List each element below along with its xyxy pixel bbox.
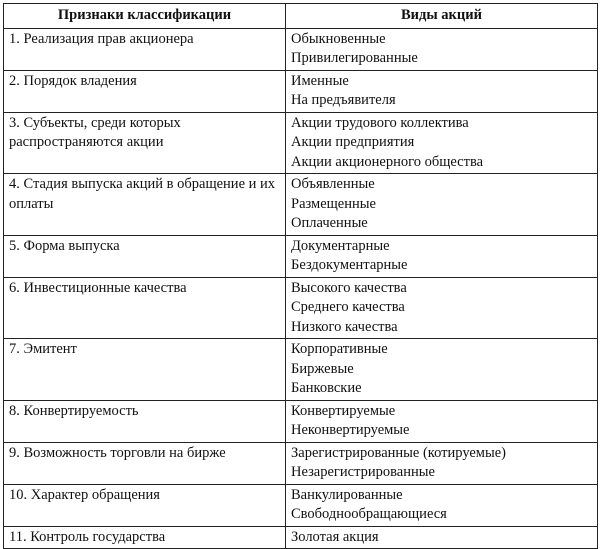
- criterion-text: 4. Стадия выпуска акций в обращение и их оплаты: [9, 176, 276, 212]
- share-type: Бездокументарные: [291, 257, 408, 273]
- types-cell: [286, 400, 598, 442]
- table-row: [4, 526, 598, 549]
- types-cell: [286, 339, 598, 401]
- types-cell: [286, 174, 598, 236]
- share-type: Именные: [291, 72, 349, 89]
- types-cell: [286, 442, 598, 484]
- criterion-cell: [4, 339, 286, 401]
- criterion-text: 9. Возможность торговли на бирже: [9, 444, 226, 461]
- criterion-text: 1. Реализация прав акционера: [9, 30, 194, 47]
- criterion-text: 11. Контроль государства: [9, 528, 166, 545]
- criterion-cell: [4, 442, 286, 484]
- header-criteria: Признаки классификации: [4, 4, 286, 29]
- criterion-text: 5. Форма выпуска: [9, 237, 120, 254]
- criterion-cell: [4, 277, 286, 339]
- share-type: Обыкновенные: [291, 30, 386, 47]
- table-row: [4, 277, 598, 339]
- types-cell: [286, 484, 598, 526]
- criterion-text: 2. Порядок владения: [9, 72, 137, 89]
- share-type: Неконвертируемые: [291, 422, 410, 438]
- classification-table: [3, 3, 598, 549]
- share-type: Высокого качества: [291, 279, 407, 296]
- table-row: [4, 484, 598, 526]
- criterion-text: 3. Субъекты, среди которых распространяются акции: [9, 114, 181, 150]
- criterion-text: 10. Характер обращения: [9, 486, 160, 503]
- table-row: [4, 442, 598, 484]
- table-row: [4, 174, 598, 236]
- types-cell: [286, 277, 598, 339]
- share-type: Золотая акция: [291, 528, 379, 545]
- header-row: [4, 4, 598, 29]
- table-row: [4, 70, 598, 112]
- types-cell: [286, 235, 598, 277]
- share-type: Объявленные: [291, 176, 375, 192]
- header-types: Виды акций: [286, 4, 598, 29]
- share-type: Банковские: [291, 380, 362, 396]
- types-cell: [286, 112, 598, 174]
- share-type: Среднего качества: [291, 299, 405, 315]
- table-row: [4, 235, 598, 277]
- table-row: [4, 400, 598, 442]
- table-row: [4, 112, 598, 174]
- criterion-text: 7. Эмитент: [9, 341, 77, 357]
- share-type: Акции трудового коллектива: [291, 114, 469, 131]
- criterion-text: 6. Инвестиционные качества: [9, 279, 187, 296]
- share-type: Привилегированные: [291, 50, 418, 66]
- share-type: Акции предприятия: [291, 134, 415, 150]
- share-type: Акции акционерного общества: [291, 153, 484, 170]
- criterion-text: 8. Конвертируемость: [9, 402, 139, 419]
- types-cell: [286, 70, 598, 112]
- share-type: Размещенные: [291, 195, 376, 212]
- share-type: Ванкулированные: [291, 486, 403, 503]
- criterion-cell: [4, 484, 286, 526]
- share-type: Оплаченные: [291, 215, 368, 231]
- types-cell: [286, 28, 598, 70]
- criterion-cell: [4, 174, 286, 236]
- share-type: Документарные: [291, 237, 390, 254]
- criterion-cell: [4, 400, 286, 442]
- criterion-cell: [4, 235, 286, 277]
- share-type: Свободнообращающиеся: [291, 506, 447, 522]
- share-type: Конвертируемые: [291, 402, 396, 419]
- table-row: [4, 28, 598, 70]
- table-row: [4, 339, 598, 401]
- share-type: Незарегистрированные: [291, 464, 435, 480]
- share-type: Зарегистрированные (котируемые): [291, 444, 506, 461]
- criterion-cell: [4, 526, 286, 549]
- share-type: Корпоративные: [291, 341, 388, 357]
- share-type: Биржевые: [291, 360, 354, 377]
- criterion-cell: [4, 70, 286, 112]
- criterion-cell: [4, 112, 286, 174]
- share-type: Низкого качества: [291, 318, 398, 335]
- types-cell: [286, 526, 598, 549]
- criterion-cell: [4, 28, 286, 70]
- share-type: На предъявителя: [291, 92, 396, 108]
